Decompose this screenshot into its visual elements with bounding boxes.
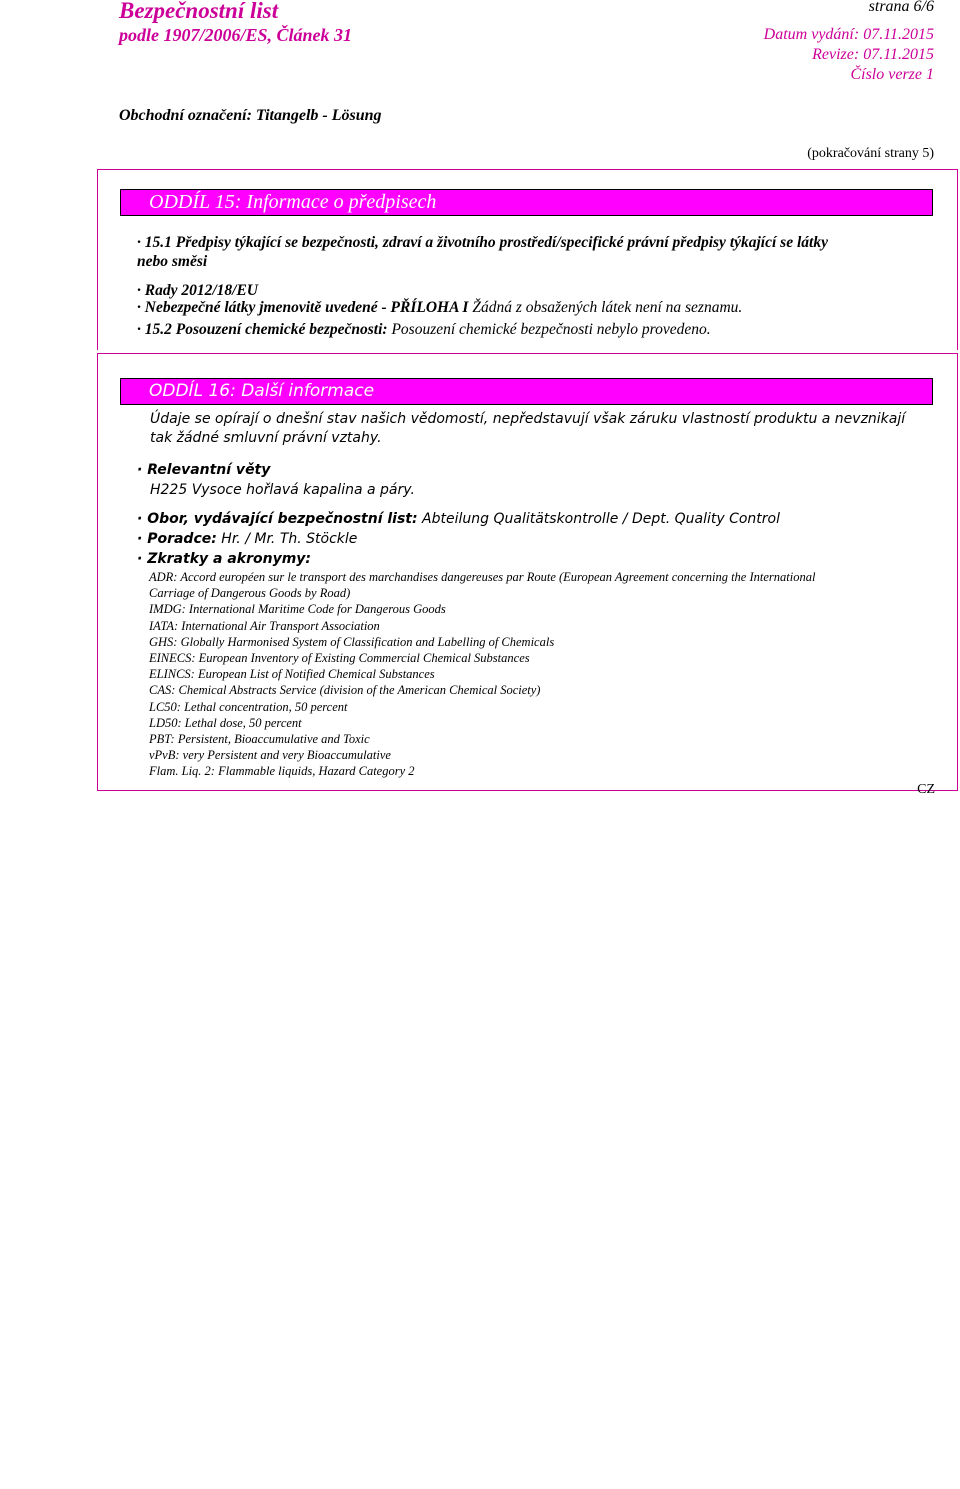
list-item: ADR: Accord européen sur le transport des marchandises dangereuses par Route (European Agreement concerning the International (149, 570, 816, 584)
dept-label: · Obor, vydávající bezpečnostní list: (137, 511, 418, 527)
list-item: PBT: Persistent, Bioaccumulative and Toxic (149, 732, 370, 747)
list-item: CAS: Chemical Abstracts Service (division of the American Chemical Society) (149, 683, 541, 698)
assessment-value: Posouzení chemické bezpečnosti nebylo provedeno. (391, 321, 711, 338)
section-16-heading: ODDÍL 16: Další informace (149, 381, 375, 401)
advisor-row (137, 530, 357, 549)
annex-value: Žádná z obsažených látek není na seznamu. (472, 299, 743, 316)
section-16-heading-bar (120, 378, 933, 405)
list-item: Flam. Liq. 2: Flammable liquids, Hazard Category 2 (149, 764, 415, 779)
list-item: vPvB: very Persistent and very Bioaccumulative (149, 748, 391, 763)
item-15-1-label: · 15.1 Předpisy týkající se bezpečnosti, zdraví a životního prostředí/specifické právní předpisy týkající se látky (137, 234, 828, 251)
assessment-label: · 15.2 Posouzení chemické bezpečnosti: (137, 321, 388, 338)
abbr-label: · Zkratky a akronymy: (137, 551, 312, 567)
regulation-reference: podle 1907/2006/ES, Článek 31 (119, 25, 353, 45)
language-code: CZ (917, 782, 935, 797)
trade-name: Obchodní označení: Titangelb - Lösung (119, 107, 382, 124)
phrases-label: · Relevantní věty (137, 462, 271, 478)
issue-date: Datum vydání: 07.11.2015 (763, 26, 934, 43)
document-title: Bezpečnostní list (119, 0, 279, 23)
version-number: Číslo verze 1 (850, 66, 934, 83)
section-15-heading: ODDÍL 15: Informace o předpisech (149, 191, 437, 213)
list-item: IMDG: International Maritime Code for Dangerous Goods (149, 602, 446, 617)
dept-value: Abteilung Qualitätskontrolle / Dept. Quality Control (422, 511, 781, 527)
phrases-value: H225 Vysoce hořlavá kapalina a páry. (150, 482, 415, 498)
assessment-row (137, 320, 711, 339)
list-item: EINECS: European Inventory of Existing Commercial Chemical Substances (149, 651, 530, 666)
list-item: IATA: International Air Transport Association (149, 618, 380, 633)
intro-line-2: tak žádné smluvní právní vztahy. (150, 430, 382, 446)
list-item: LC50: Lethal concentration, 50 percent (149, 699, 348, 714)
annex-row (137, 298, 742, 317)
advisor-label: · Poradce: (137, 531, 217, 547)
list-item: Carriage of Dangerous Goods by Road) (149, 586, 351, 601)
annex-label: · Nebezpečné látky jmenovitě uvedené - PŘÍLOHA I (137, 299, 469, 316)
section-15-heading-bar (120, 189, 933, 216)
list-item: ELINCS: European List of Notified Chemical Substances (149, 667, 435, 682)
abbreviation-list (149, 569, 939, 780)
list-item: GHS: Globally Harmonised System of Classification and Labelling of Chemicals (149, 634, 555, 649)
revision-date: Revize: 07.11.2015 (812, 46, 934, 63)
continuation-note: (pokračování strany 5) (807, 146, 934, 161)
list-item: LD50: Lethal dose, 50 percent (149, 715, 302, 730)
page-number: strana 6/6 (868, 0, 934, 15)
directive-label: · Rady 2012/18/EU (137, 282, 258, 299)
advisor-value: Hr. / Mr. Th. Stöckle (221, 531, 358, 547)
intro-line-1: Údaje se opírají o dnešní stav našich vědomostí, nepředstavují však záruku vlastností produktu a nevznikají (150, 411, 906, 427)
item-15-1-label-cont: nebo směsi (137, 253, 208, 270)
dept-row (137, 510, 780, 529)
